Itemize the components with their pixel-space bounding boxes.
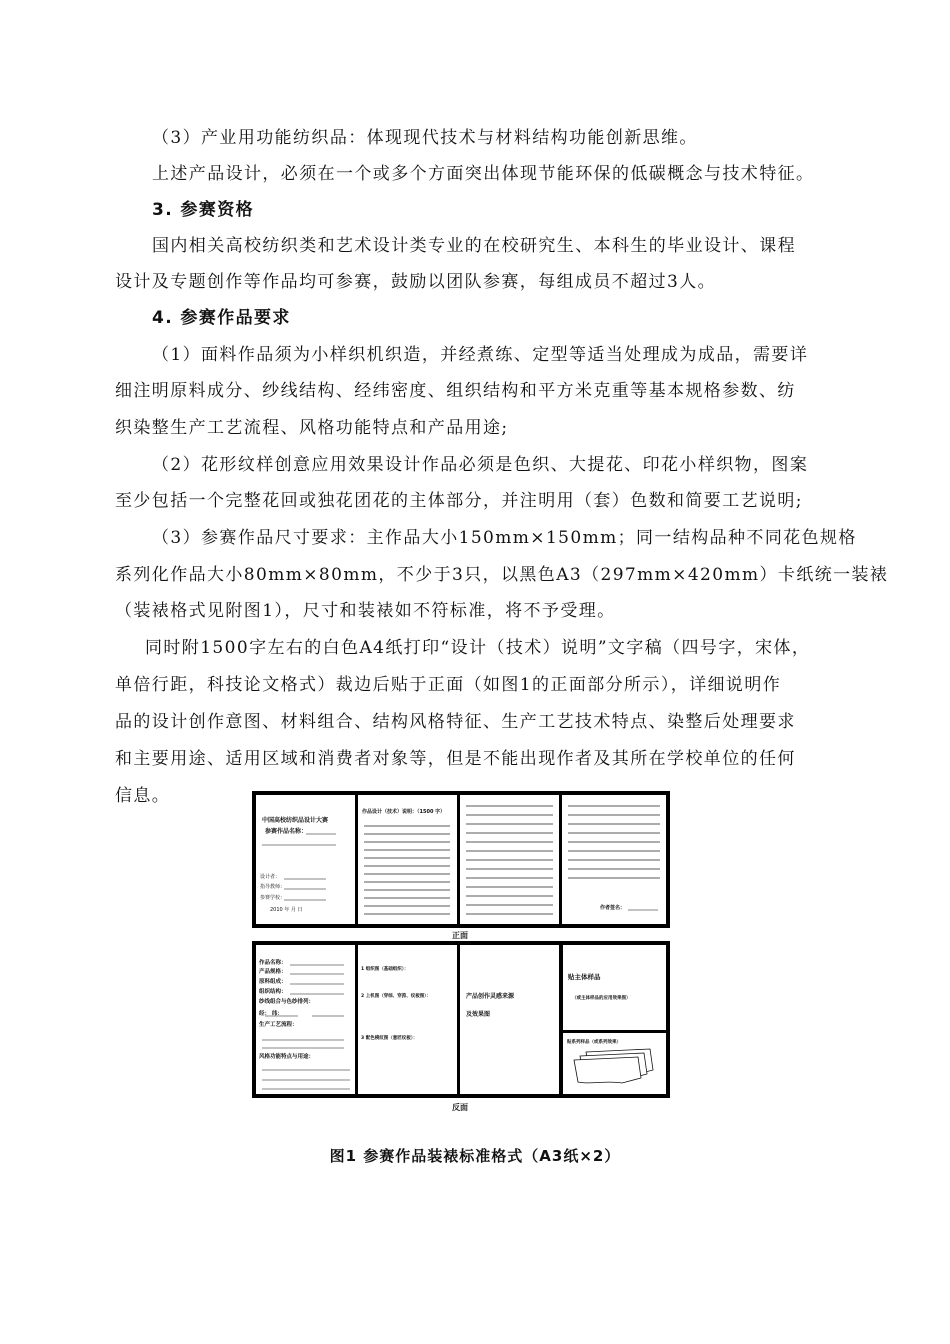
front-panel1-designer: 设计者： xyxy=(260,874,281,880)
front-panel4-sign: 作者签名： xyxy=(600,905,626,911)
paragraph-line: （2）花形纹样创意应用效果设计作品必须是色织、大提花、印花小样织物，图案 xyxy=(152,455,809,475)
back-inspiration-2: 及效果图 xyxy=(466,1011,491,1018)
back-spec-style: 风格功能特点与用途： xyxy=(259,1054,315,1060)
paragraph-line: 至少包括一个完整花回或独花团花的主体部分，并注明用（套）色数和简要工艺说明; xyxy=(115,491,803,511)
section-heading: 3. 参赛资格 xyxy=(152,200,255,220)
paragraph-line: 设计及专题创作等作品均可参赛，鼓励以团队参赛，每组成员不超过3人。 xyxy=(115,272,717,292)
paragraph-line: 细注明原料成分、纱线结构、经纬密度、组织结构和平方米克重等基本规格参数、纺 xyxy=(115,381,796,401)
back-spec-line: 产品规格： xyxy=(259,969,287,975)
back-main-sample: 贴主体样品 xyxy=(568,973,601,981)
back-spec-line: 生产工艺流程： xyxy=(259,1022,298,1028)
front-panel1-school: 参赛学校： xyxy=(260,895,286,901)
section-heading: 4. 参赛作品要求 xyxy=(152,308,291,328)
front-panel2-title: 作品设计（技术）说明：（1500 字） xyxy=(362,809,446,815)
paragraph-line: 和主要用途、适用区域和消费者对象等，但是不能出现作者及其所在学校单位的任何 xyxy=(115,749,796,769)
back-spec-line: 组织结构： xyxy=(259,989,287,995)
paragraph-line: 上述产品设计，必须在一个或多个方面突出体现节能环保的低碳概念与技术特征。 xyxy=(152,164,815,184)
front-panel1-date: 2010 年 月 日 xyxy=(270,907,303,913)
back-diagram-2: 2 上机图（穿综、穿筘、纹板图）： xyxy=(361,994,431,999)
back-spec-line: 经： 纬： xyxy=(259,1011,283,1017)
front-panel1-title: 中国高校纺织品设计大赛 xyxy=(262,817,329,824)
paragraph-line: （3）参赛作品尺寸要求：主作品大小150mm×150mm；同一结构品种不同花色规格 xyxy=(152,528,857,548)
paragraph-line: （3）产业用功能纺织品：体现现代技术与材料结构功能创新思维。 xyxy=(152,128,698,148)
back-diagram-1: 1 组织图（基础组织）： xyxy=(361,967,409,972)
front-board xyxy=(252,791,670,928)
front-label: 正面 xyxy=(452,931,468,940)
front-panel1-advisor: 指导教师： xyxy=(260,884,286,890)
back-main-sample-note: （或主体样品的应用效果图） xyxy=(572,996,631,1001)
paragraph-line: 单倍行距，科技论文格式）裁边后贴于正面（如图1的正面部分所示），详细说明作 xyxy=(115,675,782,695)
back-series-sample: 贴系列样品（或系列效果） xyxy=(567,1040,621,1045)
figure-caption: 图1 参赛作品装裱标准格式（A3纸×2） xyxy=(329,1147,621,1165)
paragraph-line: 织染整生产工艺流程、风格功能特点和产品用途; xyxy=(115,418,509,438)
paragraph-line: 同时附1500字左右的白色A4纸打印“设计（技术）说明”文字稿（四号字，宋体， xyxy=(145,638,811,658)
paragraph-line: 品的设计创作意图、材料组合、结构风格特征、生产工艺技术特点、染整后处理要求 xyxy=(115,712,796,732)
back-inspiration-1: 产品创作灵感来源 xyxy=(466,993,515,1000)
paragraph-line: 国内相关高校纺织类和艺术设计类专业的在校研究生、本科生的毕业设计、课程 xyxy=(152,236,796,256)
back-label: 反面 xyxy=(452,1103,468,1112)
back-diagram-3: 3 配色模纹图（意匠纹板）： xyxy=(361,1036,418,1041)
back-spec-line: 作品名称： xyxy=(259,960,287,966)
paragraph-line: （装裱格式见附图1），尺寸和装裱如不符标准，将不予受理。 xyxy=(115,601,616,621)
back-spec-line: 原料组成： xyxy=(259,979,287,985)
paragraph-line: 信息。 xyxy=(115,786,171,806)
paragraph-line: 系列化作品大小80mm×80mm，不少于3只，以黑色A3（297mm×420mm）卡纸统一装裱 xyxy=(115,565,889,585)
front-panel1-name: 参赛作品名称： xyxy=(265,828,308,835)
back-board xyxy=(252,941,670,1098)
paragraph-line: （1）面料作品须为小样织机织造，并经煮练、定型等适当处理成为成品，需要详 xyxy=(152,345,809,365)
back-spec-line: 纱线组合与色纱排列： xyxy=(259,999,315,1005)
